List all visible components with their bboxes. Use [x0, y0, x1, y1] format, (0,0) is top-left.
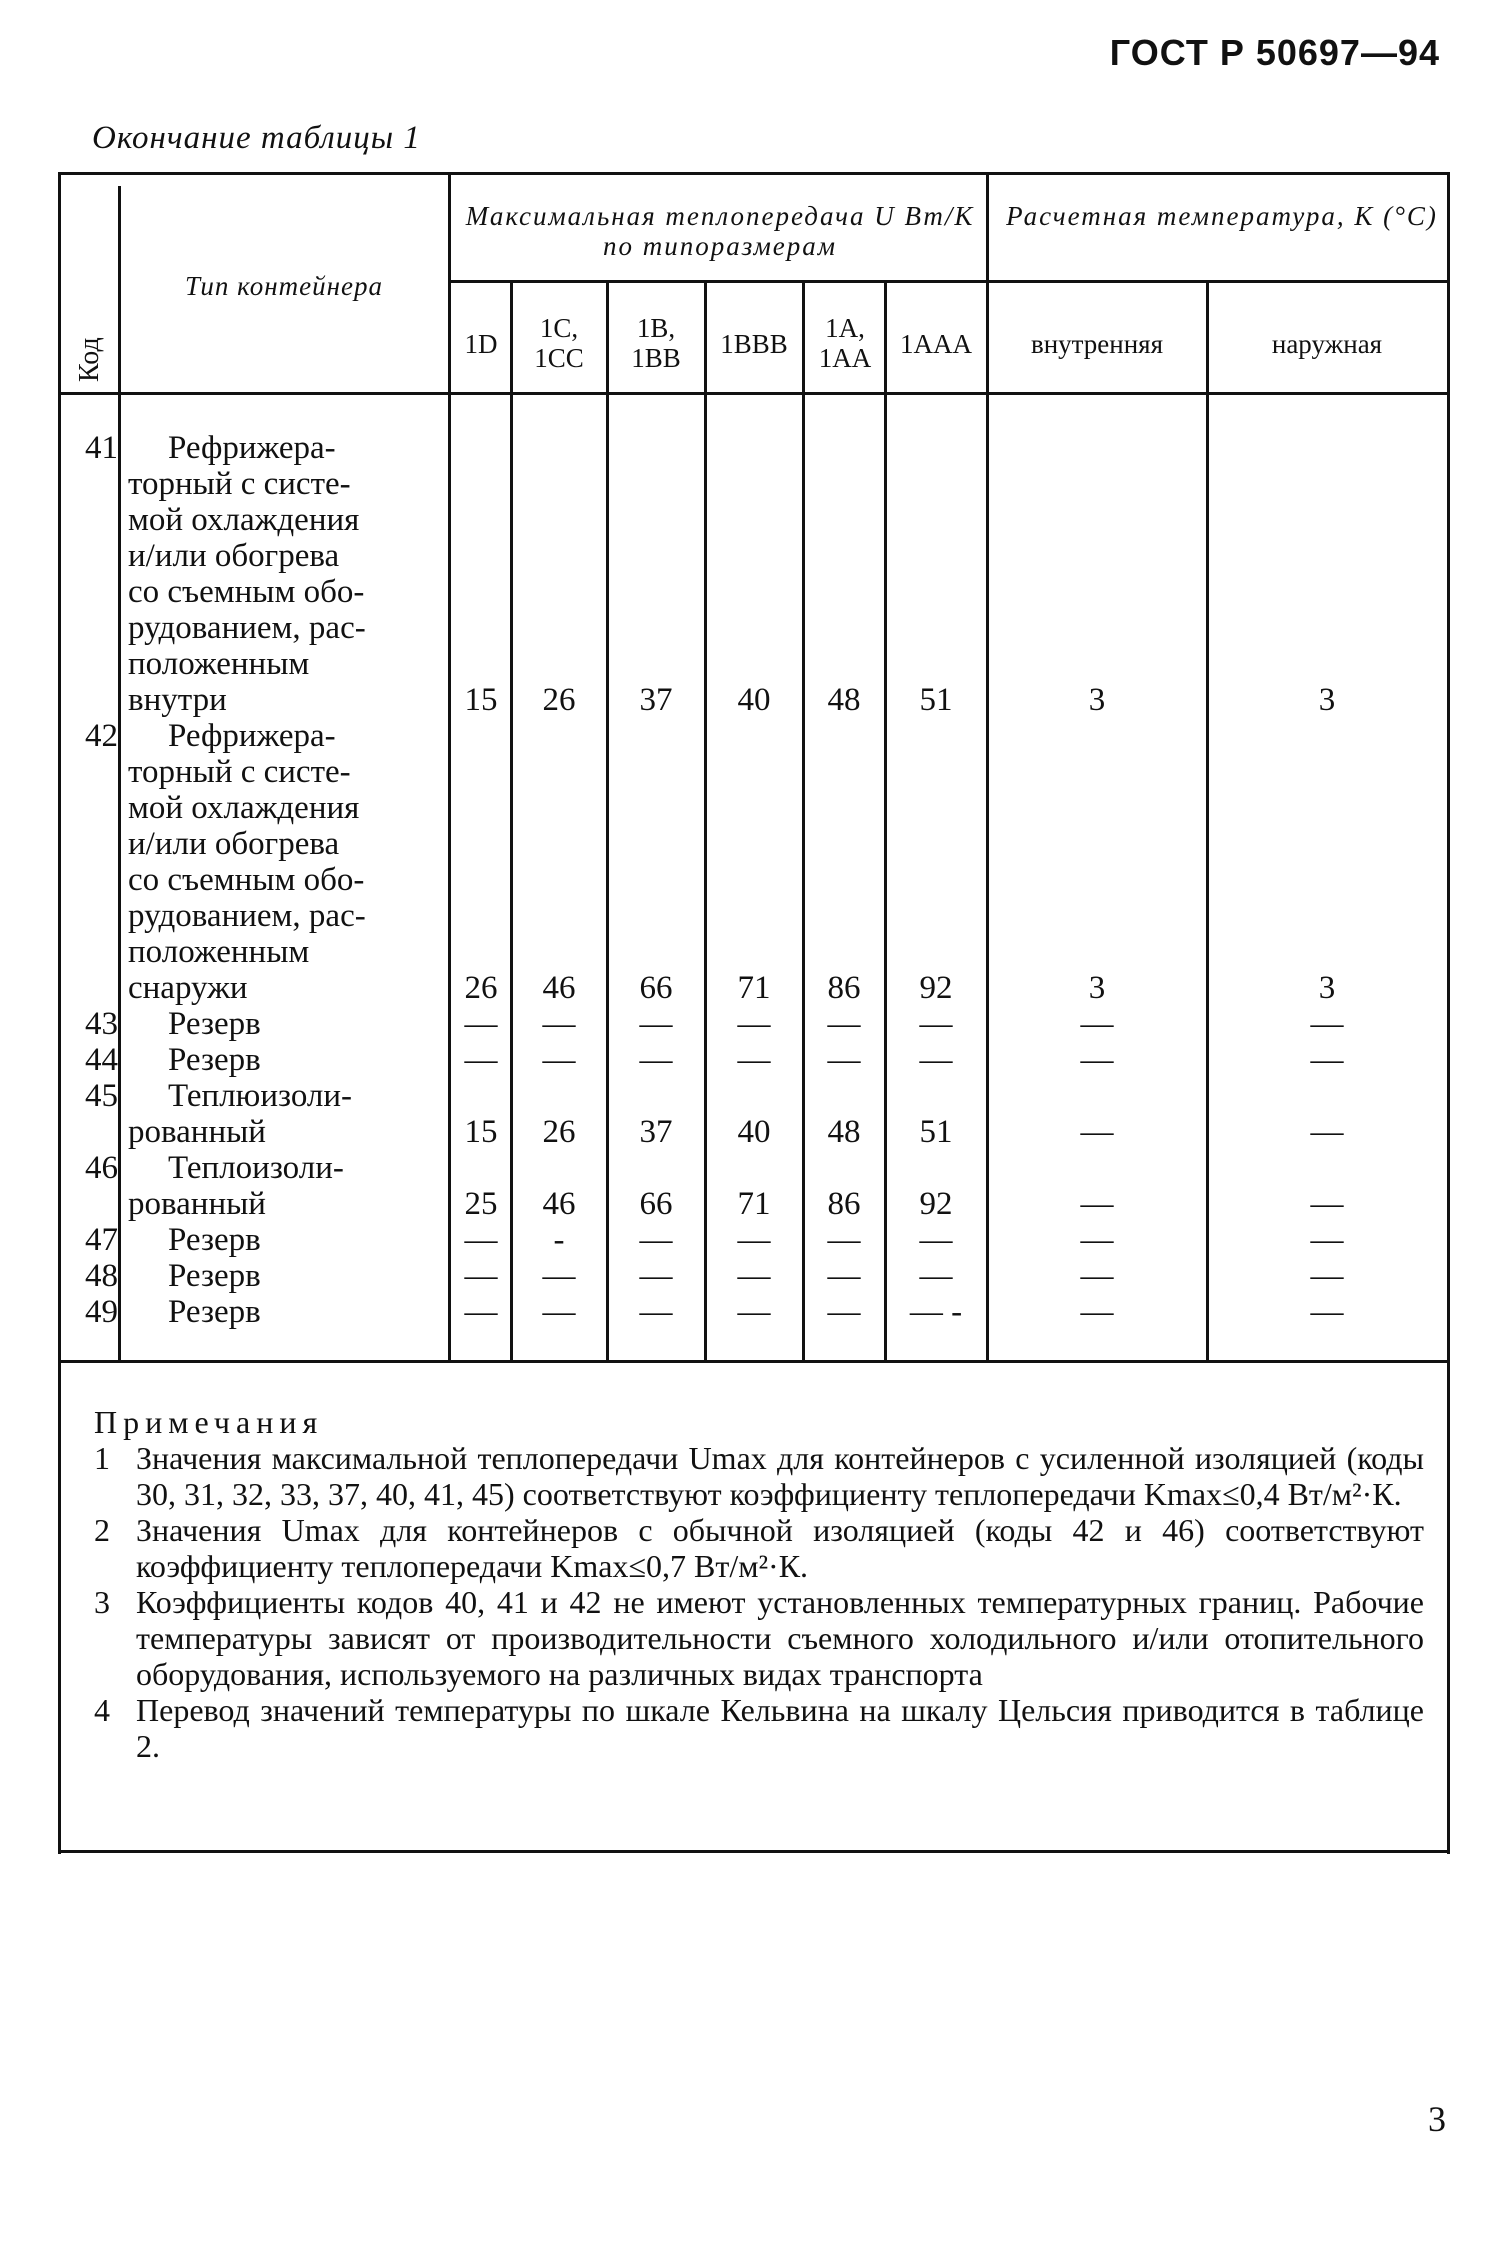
row-value: — — [542, 1006, 576, 1042]
row-value: 86 — [827, 1186, 861, 1222]
row-value: — — [639, 1042, 673, 1078]
row-code: 41 — [85, 430, 118, 466]
col-header-size-0: 1D — [464, 329, 498, 359]
note-text: Перевод значений температуры по шкале Кельвина на шкалу Цельсия приводится в таблице 2. — [136, 1692, 1424, 1764]
row-value: — — [1310, 1258, 1344, 1294]
col-header-size-2: 1B, 1BB — [631, 313, 681, 373]
row-value: 86 — [827, 970, 861, 1006]
row-code: 44 — [85, 1042, 118, 1078]
row-value: 71 — [737, 1186, 771, 1222]
row-value: 51 — [919, 1114, 953, 1150]
col-header-temp-inner: внутренняя — [1030, 329, 1164, 359]
row-value: — — [464, 1222, 498, 1258]
note-number: 2 — [94, 1512, 110, 1548]
row-value: — — [464, 1294, 498, 1330]
row-value: — — [1310, 1114, 1344, 1150]
document-code: ГОСТ Р 50697—94 — [1109, 32, 1440, 73]
row-value: — — [639, 1258, 673, 1294]
row-value: 48 — [827, 1114, 861, 1150]
row-value: — — [542, 1294, 576, 1330]
note-number: 4 — [94, 1692, 110, 1728]
col-header-size-1: 1C, 1CC — [534, 313, 584, 373]
row-value: — — [1310, 1222, 1344, 1258]
row-code: 45 — [85, 1078, 118, 1114]
row-value: — — [1310, 1186, 1344, 1222]
row-value: 92 — [919, 1186, 953, 1222]
row-value: — — [1080, 1114, 1114, 1150]
col-header-size-5: 1AAA — [900, 329, 972, 359]
row-value: — — [737, 1006, 771, 1042]
col-header-size-4: 1A, 1AA — [818, 313, 872, 373]
body-bottom-border — [58, 1360, 1447, 1363]
row-value: 3 — [1318, 970, 1336, 1006]
row-value: 15 — [464, 1114, 498, 1150]
row-value: — — [919, 1222, 953, 1258]
row-value: 46 — [542, 1186, 576, 1222]
row-type-line: рованный — [128, 1114, 266, 1150]
row-type-line: внутри — [128, 682, 227, 718]
row-value: — — [1080, 1006, 1114, 1042]
row-code: 46 — [85, 1150, 118, 1186]
row-value: — — [919, 1006, 953, 1042]
col-divider-type — [448, 172, 451, 1360]
row-type-line: и/или обогрева — [128, 538, 340, 574]
row-value: — — [639, 1006, 673, 1042]
notes — [94, 1404, 1424, 1764]
row-value: — — [464, 1258, 498, 1294]
row-value: 66 — [639, 970, 673, 1006]
row-type-line: торный с систе- — [128, 754, 351, 790]
table-top-border — [58, 172, 1447, 175]
row-value: 66 — [639, 1186, 673, 1222]
row-value: 3 — [1088, 970, 1106, 1006]
row-value: — — [1080, 1042, 1114, 1078]
row-type-line: Рефрижера- — [168, 718, 336, 754]
row-value: — — [639, 1294, 673, 1330]
row-value: — — [1080, 1186, 1114, 1222]
row-code: 47 — [85, 1222, 118, 1258]
row-type-line: рудованием, рас- — [128, 898, 366, 934]
table-caption: Окончание таблицы 1 — [92, 120, 421, 156]
row-value: — — [827, 1006, 861, 1042]
note-number: 3 — [94, 1584, 110, 1620]
row-value: — — [827, 1042, 861, 1078]
row-value: — — [737, 1258, 771, 1294]
row-value: 37 — [639, 682, 673, 718]
note-item — [94, 1692, 1424, 1764]
row-value: 48 — [827, 682, 861, 718]
note-number: 1 — [94, 1440, 110, 1476]
row-type-line: со съемным обо- — [128, 574, 365, 610]
row-type-line: Рефрижера- — [168, 430, 336, 466]
row-value: 3 — [1088, 682, 1106, 718]
row-type-line: положенным — [128, 934, 310, 970]
row-value: — — [827, 1294, 861, 1330]
row-value: 40 — [737, 1114, 771, 1150]
row-type-line: рудованием, рас- — [128, 610, 366, 646]
row-type-line: Резерв — [168, 1222, 261, 1258]
note-text: Коэффициенты кодов 40, 41 и 42 не имеют установленных температурных границ. Рабочие температуры зависят от производительности съемного холодильного и/или отопительного оборудования, используемого на различных видах транспорта — [136, 1584, 1424, 1692]
row-value: 40 — [737, 682, 771, 718]
row-value: — - — [909, 1294, 963, 1330]
row-code: 43 — [85, 1006, 118, 1042]
row-type-line: снаружи — [128, 970, 248, 1006]
row-type-line: Резерв — [168, 1042, 261, 1078]
row-type-line: рованный — [128, 1186, 266, 1222]
notes-title: Примечания — [94, 1404, 324, 1440]
row-code: 42 — [85, 718, 118, 754]
row-value: 92 — [919, 970, 953, 1006]
row-value: — — [542, 1042, 576, 1078]
row-value: — — [827, 1222, 861, 1258]
row-value: - — [553, 1222, 565, 1258]
row-value: 46 — [542, 970, 576, 1006]
row-value: — — [737, 1222, 771, 1258]
row-type-line: мой охлаждения — [128, 790, 360, 826]
row-value: 25 — [464, 1186, 498, 1222]
row-value: 26 — [464, 970, 498, 1006]
row-type-line: Резерв — [168, 1294, 261, 1330]
row-type-line: положенным — [128, 646, 310, 682]
row-value: — — [639, 1222, 673, 1258]
row-value: — — [1080, 1294, 1114, 1330]
row-type-line: мой охлаждения — [128, 502, 360, 538]
row-type-line: Теплоизоли- — [168, 1150, 344, 1186]
header-bottom-border — [58, 392, 1447, 395]
row-value: 3 — [1318, 682, 1336, 718]
header-group-max: Максимальная теплопередача U Вт/К по типоразмерам — [465, 201, 975, 261]
row-value: 37 — [639, 1114, 673, 1150]
note-item — [94, 1512, 1424, 1584]
col-divider-temp — [1206, 282, 1209, 1360]
table-bottom-border — [58, 1850, 1447, 1853]
row-value: 71 — [737, 970, 771, 1006]
row-value: — — [737, 1294, 771, 1330]
col-divider-max-group — [986, 172, 989, 1360]
row-value: 26 — [542, 682, 576, 718]
row-type-line: Резерв — [168, 1258, 261, 1294]
row-value: — — [737, 1042, 771, 1078]
row-value: 51 — [919, 682, 953, 718]
row-code: 48 — [85, 1258, 118, 1294]
col-header-code: Код — [74, 337, 105, 382]
header-group-divider — [448, 280, 1447, 283]
row-type-line: Резерв — [168, 1006, 261, 1042]
row-value: — — [464, 1042, 498, 1078]
note-text: Значения Umax для контейнеров с обычной изоляцией (коды 42 и 46) соответствуют коэффициенту теплопередачи Kmax≤0,7 Вт/м²·К. — [136, 1512, 1424, 1584]
row-value: 26 — [542, 1114, 576, 1150]
row-value: — — [1080, 1258, 1114, 1294]
row-type-line: и/или обогрева — [128, 826, 340, 862]
row-value: — — [1310, 1042, 1344, 1078]
row-type-line: торный с систе- — [128, 466, 351, 502]
col-header-temp-outer: наружная — [1271, 329, 1383, 359]
row-value: — — [1080, 1222, 1114, 1258]
row-value: — — [827, 1258, 861, 1294]
row-value: — — [464, 1006, 498, 1042]
col-divider-code — [118, 186, 121, 1360]
row-value: — — [542, 1258, 576, 1294]
col-header-type: Тип контейнера — [185, 271, 383, 301]
header-group-temp: Расчетная температура, К (°С) — [1006, 201, 1438, 231]
row-value: — — [919, 1258, 953, 1294]
note-text: Значения максимальной теплопередачи Umax для контейнеров с усиленной изоляцией (коды 30, 31, 32, 33, 37, 40, 41, 45) соответствуют коэффициенту теплопередачи Kmax≤0,4 Вт/м²·К. — [136, 1440, 1424, 1512]
note-item — [94, 1440, 1424, 1512]
row-type-line: со съемным обо- — [128, 862, 365, 898]
row-value: — — [919, 1042, 953, 1078]
page-number: 3 — [1428, 2099, 1446, 2139]
row-type-line: Теплюизоли- — [168, 1078, 353, 1114]
row-value: — — [1310, 1294, 1344, 1330]
row-code: 49 — [85, 1294, 118, 1330]
row-value: — — [1310, 1006, 1344, 1042]
note-item — [94, 1584, 1424, 1692]
col-header-size-3: 1BBB — [720, 329, 788, 359]
row-value: 15 — [464, 682, 498, 718]
